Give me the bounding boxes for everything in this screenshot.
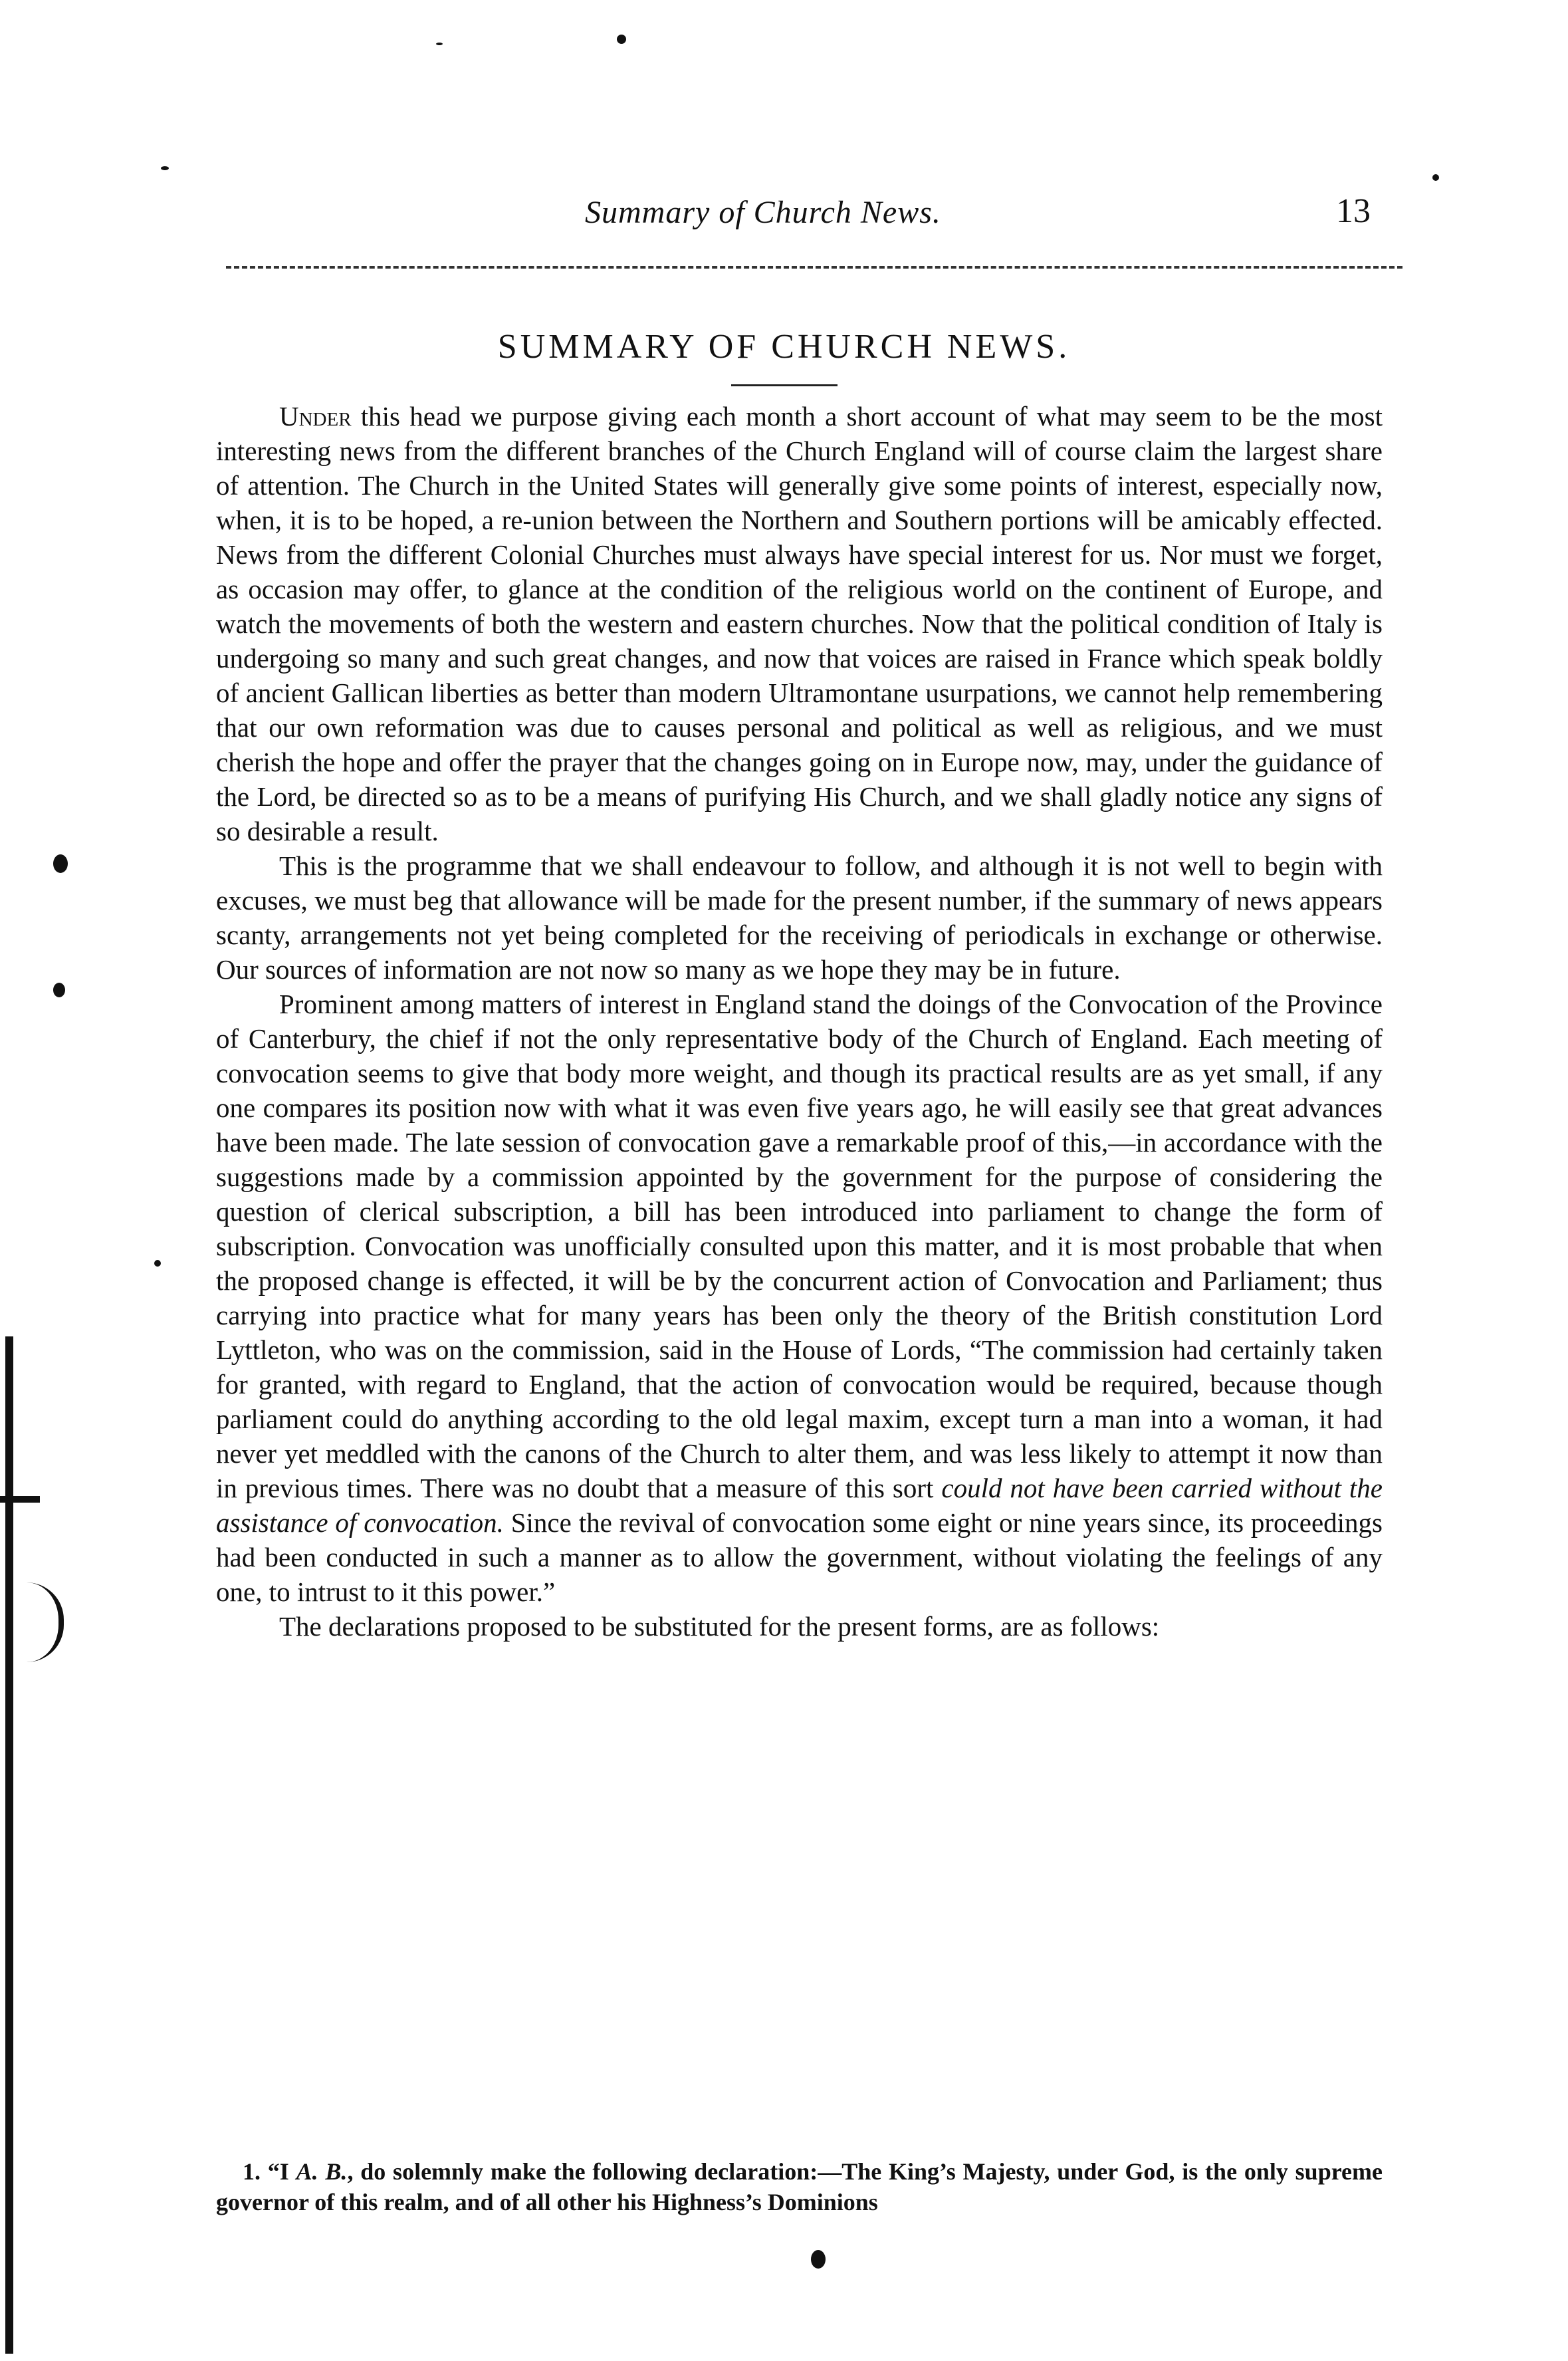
scan-speck xyxy=(53,983,65,997)
scan-speck xyxy=(161,166,169,170)
title-rule xyxy=(731,384,838,386)
paragraph-text: this head we purpose giving each month a short account of what may seem to be the most interesting news from the different branches of the Church England will of course claim the largest share of attention. The Church in the United States will generally give some points of interest, especially now, when, it is to be hoped, a re-union between the Northern and Southern portions will be amicably effected. News from the different Colonial Churches must always have special interest for us. Nor must we forget, as occasion may offer, to glance at the condition of the religious world on the continent of Europe, and watch the movements of both the western and eastern churches. Now that the political condition of Italy is undergoing so many and such great changes, and now that voices are raised in France which speak boldly of ancient Gallican liberties as better than modern Ultramontane usurpations, we cannot help remembering that our own reformation was due to causes personal and political as well as religious, and we must cherish the hope and offer the prayer that the changes going on in Europe now, may, under the guidance of the Lord, be directed so as to be a means of purifying His Church, and we shall gladly notice any signs of so desirable a result. xyxy=(216,401,1383,846)
page-number: 13 xyxy=(1336,192,1371,230)
quote-initials: A. B. xyxy=(296,2158,348,2185)
article-body xyxy=(216,399,1383,1644)
header-rule xyxy=(226,266,1402,269)
margin-binding-bar xyxy=(5,1336,13,2354)
paragraph-intro xyxy=(216,399,1383,848)
paragraph-programme xyxy=(216,848,1383,987)
paragraph-text: This is the programme that we shall endeavour to follow, and although it is not well to begin with excuses, we must beg that allowance will be made for the present number, if the summary of news appears scanty, arrangements not yet being completed for the receiving of periodicals in exchange or otherwise. Our sources of information are not now so many as we hope they may be in future. xyxy=(216,850,1383,985)
quote-text: , do solemnly make the following declaration:—The King’s Majesty, under God, is the only supreme governor of this realm, and of all other his Highness’s Dominions xyxy=(216,2158,1383,2215)
paragraph-convocation xyxy=(216,987,1383,1609)
margin-binding-curl xyxy=(27,1582,64,1662)
opening-word: Under xyxy=(279,401,352,432)
scan-speck xyxy=(154,1260,161,1267)
paragraph-italic-text: could not have been carried without the assistance of convocation. xyxy=(216,1473,1383,1538)
declaration-quote xyxy=(216,2156,1383,2217)
scan-speck xyxy=(811,2250,826,2269)
paragraph-declarations xyxy=(216,1609,1383,1644)
quote-prefix: 1. “I xyxy=(243,2158,296,2185)
scan-speck xyxy=(1432,174,1439,181)
paragraph-text: Prominent among matters of interest in England stand the doings of the Convocation of the Province of Canterbury, the chief if not the only representative body of the Church of England. Each meeting of convocation seems to give that body more weight, and though its practical results are as yet small, if any one compares its position now with what it was even five years ago, he will easily see that great advances have been made. The late session of convocation gave a remarkable proof of this,—in accordance with the suggestions made by a commission appointed by the government for the purpose of considering the question of clerical subscription, a bill has been introduced into parliament to change the form of subscription. Convocation was unofficially consulted upon this matter, and it is most probable that when the proposed change is effected, it will be by the concurrent action of Convocation and Parliament; thus carrying into practice what for many years has been only the theory of the British constitution Lord Lyttleton, who was on the commission, said in the House of Lords, “The commission had certainly taken for granted, with regard to England, that the action of convocation would be required, because though parliament could do anything according to the old legal maxim, except turn a man into a woman, it had never yet meddled with the canons of the Church to alter them, and was less likely to attempt it now than in previous times. There was no doubt that a measure of this sort xyxy=(216,989,1383,1503)
paragraph-text: The declarations proposed to be substituted for the present forms, are as follows: xyxy=(279,1611,1160,1642)
scan-speck xyxy=(436,43,443,45)
running-head: Summary of Church News. xyxy=(585,195,941,230)
paragraph-text: Since the revival of convocation some eight or nine years since, its proceedings had been conducted in such a manner as to allow the government, without violating the feelings of any one, to intrust to it this power.” xyxy=(216,1507,1383,1607)
section-title: SUMMARY OF CHURCH NEWS. xyxy=(497,328,1071,366)
declaration-paragraph xyxy=(216,2156,1383,2217)
scan-speck xyxy=(53,854,68,873)
scan-speck xyxy=(617,35,626,44)
margin-binding-tick xyxy=(0,1496,40,1503)
